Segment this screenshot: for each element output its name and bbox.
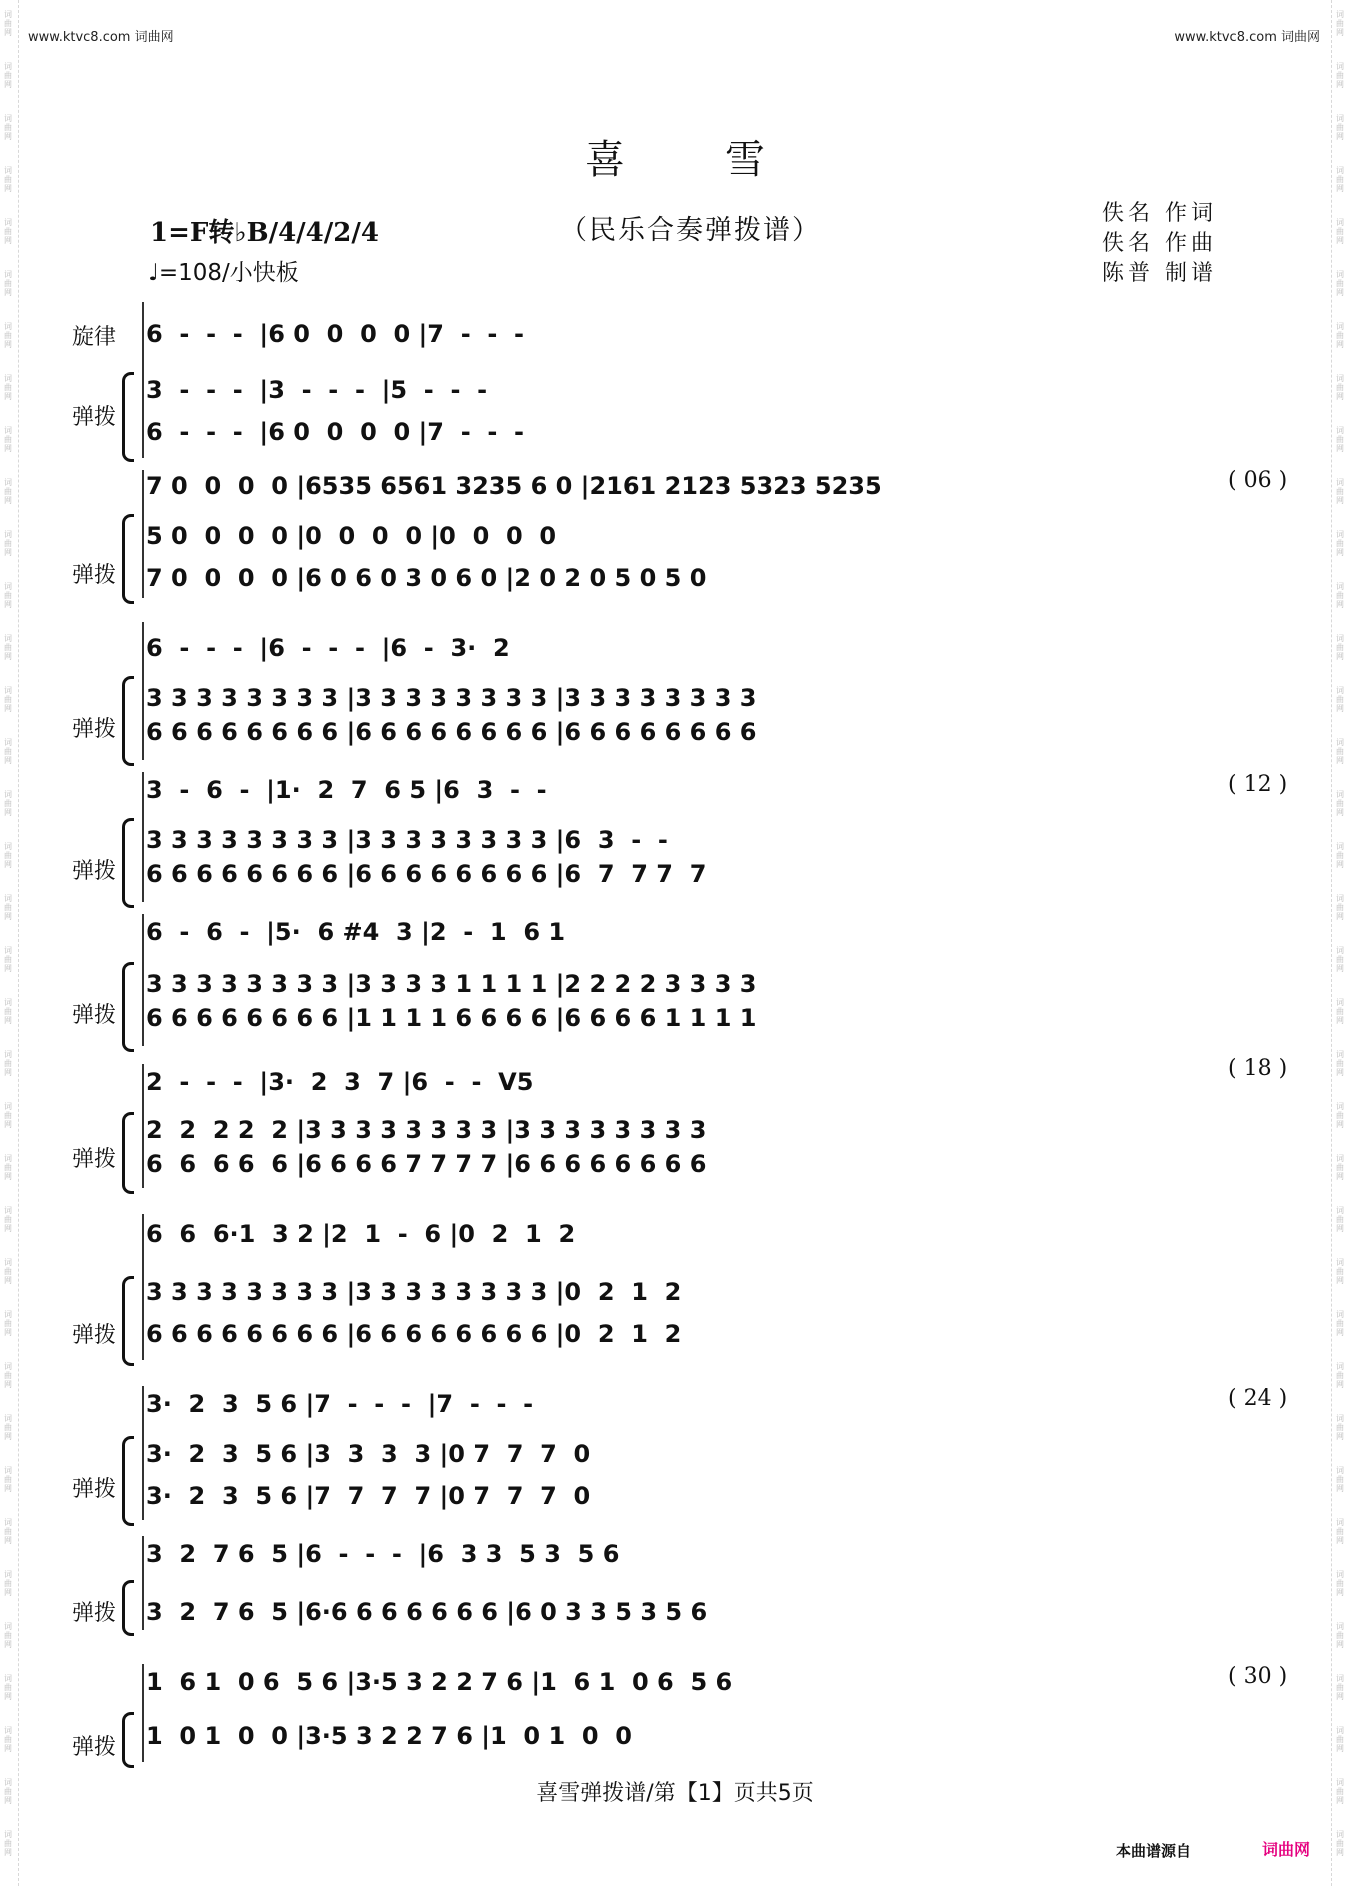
pluck-row-lower: 6 6 6 6 6 |6 6 6 6 7 7 7 7 |6 6 6 6 6 6 6 6 [146,1150,707,1178]
measure-number: ( 06 ) [1228,468,1288,493]
staff-brace [122,1580,134,1636]
watermark-text: 词曲网 [1336,738,1344,765]
watermark-text: 词曲网 [1336,530,1344,557]
watermark-text: 词曲网 [1336,218,1344,245]
pluck-row-lower: 6 6 6 6 6 6 6 6 |1 1 1 1 6 6 6 6 |6 6 6 6 1 1 1 1 [146,1004,757,1032]
melody-row: 6 6 6·1 3 2 |2 1 - 6 |0 2 1 2 [146,1220,576,1248]
watermark-text: 词曲网 [4,738,12,765]
watermark-text: 词曲网 [1336,1050,1344,1077]
staff-brace [122,514,134,604]
credit-composer: 佚名 作曲 [1102,231,1217,256]
watermark-text: 词曲网 [4,946,12,973]
system-line [142,470,144,598]
watermark-text: 词曲网 [4,1778,12,1805]
right-watermark-strip [1331,0,1350,1886]
source-label: 本曲谱源自 [1116,1842,1192,1860]
pluck-row-lower: 6 - - - |6 0 0 0 0 |7 - - - [146,418,525,446]
watermark-text: 词曲网 [1336,686,1344,713]
pluck-row-lower: 6 6 6 6 6 6 6 6 |6 6 6 6 6 6 6 6 |6 7 7 7 7 [146,860,707,888]
watermark-text: 词曲网 [4,1726,12,1753]
watermark-text: 词曲网 [4,686,12,713]
watermark-text: 词曲网 [1336,1362,1344,1389]
system-line [142,1214,144,1360]
watermark-text: 词曲网 [1336,1778,1344,1805]
watermark-text: 词曲网 [1336,894,1344,921]
watermark-text: 词曲网 [1336,1830,1344,1857]
measure-number: ( 30 ) [1228,1664,1288,1689]
measure-number: ( 24 ) [1228,1386,1288,1411]
staff-brace [122,1436,134,1526]
watermark-text: 词曲网 [1336,842,1344,869]
watermark-text: 词曲网 [4,1362,12,1389]
watermark-text: 词曲网 [1336,998,1344,1025]
melody-row: 6 - - - |6 - - - |6 - 3· 2 [146,634,510,662]
watermark-text: 词曲网 [4,1310,12,1337]
staff-brace [122,1112,134,1194]
watermark-text: 词曲网 [1336,1622,1344,1649]
watermark-text: 词曲网 [4,790,12,817]
staff-brace [122,1712,134,1768]
watermark-text: 词曲网 [4,10,12,37]
melody-row: 1 6 1 0 6 5 6 |3·5 3 2 2 7 6 |1 6 1 0 6 5 6 [146,1668,733,1696]
watermark-text: 词曲网 [4,530,12,557]
measure-number: ( 12 ) [1228,772,1288,797]
label-pluck: 弹拨 [72,1601,117,1626]
pluck-row-lower: 3· 2 3 5 6 |7 7 7 7 |0 7 7 7 0 [146,1482,591,1510]
watermark-text: 词曲网 [1336,634,1344,661]
pluck-row-upper: 1 0 1 0 0 |3·5 3 2 2 7 6 |1 0 1 0 0 [146,1722,632,1750]
watermark-text: 词曲网 [1336,1102,1344,1129]
watermark-text: 词曲网 [4,114,12,141]
watermark-text: 词曲网 [4,374,12,401]
watermark-text: 词曲网 [4,1518,12,1545]
watermark-text: 词曲网 [4,1050,12,1077]
staff-brace [122,372,134,462]
watermark-text: 词曲网 [4,634,12,661]
watermark-text: 词曲网 [4,1674,12,1701]
pluck-row-upper: 3 - - - |3 - - - |5 - - - [146,376,488,404]
watermark-text: 词曲网 [1336,1518,1344,1545]
watermark-text: 词曲网 [4,1258,12,1285]
measure-number: ( 18 ) [1228,1056,1288,1081]
watermark-text: 词曲网 [1336,790,1344,817]
pluck-row-upper: 3 3 3 3 3 3 3 3 |3 3 3 3 3 3 3 3 |0 2 1 2 [146,1278,682,1306]
header-site-right[interactable]: www.ktvc8.com 词曲网 [1174,30,1320,45]
melody-row: 3 2 7 6 5 |6 - - - |6 3 3 5 3 5 6 [146,1540,620,1568]
watermark-text: 词曲网 [4,998,12,1025]
tempo-marking: ♩=108/小快板 [148,260,299,286]
melody-row: 6 - - - |6 0 0 0 0 |7 - - - [146,320,525,348]
label-pluck: 弹拨 [72,717,117,742]
source-brand[interactable]: 词曲网 [1262,1840,1311,1859]
watermark-text: 词曲网 [4,270,12,297]
label-pluck: 弹拨 [72,1323,117,1348]
page-footer: 喜雪弹拨谱/第【1】页共5页 [536,1781,814,1806]
watermark-text: 词曲网 [1336,114,1344,141]
melody-row: 7 0 0 0 0 |6535 6561 3235 6 0 |2161 2123 5323 5235 [146,472,882,500]
watermark-text: 词曲网 [1336,322,1344,349]
system-line [142,1064,144,1188]
watermark-text: 词曲网 [4,1466,12,1493]
staff-brace [122,676,134,766]
watermark-text: 词曲网 [1336,946,1344,973]
label-pluck: 弹拨 [72,1003,117,1028]
staff-brace [122,1276,134,1366]
watermark-text: 词曲网 [1336,1570,1344,1597]
watermark-text: 词曲网 [4,62,12,89]
pluck-row-upper: 3 3 3 3 3 3 3 3 |3 3 3 3 3 3 3 3 |6 3 - - [146,826,668,854]
score-subtitle: （民乐合奏弹拨谱） [560,215,821,246]
watermark-text: 词曲网 [4,1102,12,1129]
watermark-text: 词曲网 [4,426,12,453]
credit-lyricist: 佚名 作词 [1102,201,1217,226]
melody-row: 2 - - - |3· 2 3 7 |6 - - V5 [146,1068,534,1096]
score-title: 喜雪 [585,137,865,183]
pluck-row-lower: 6 6 6 6 6 6 6 6 |6 6 6 6 6 6 6 6 |0 2 1 2 [146,1320,682,1348]
left-watermark-strip [0,0,19,1886]
system-line [142,1386,144,1520]
watermark-text: 词曲网 [4,1154,12,1181]
label-pluck: 弹拨 [72,1147,117,1172]
system-line [142,302,144,458]
watermark-text: 词曲网 [1336,582,1344,609]
watermark-text: 词曲网 [1336,1414,1344,1441]
system-line [142,1536,144,1630]
watermark-text: 词曲网 [1336,1726,1344,1753]
watermark-text: 词曲网 [4,1414,12,1441]
watermark-text: 词曲网 [4,1570,12,1597]
credit-arranger: 陈普 制谱 [1102,261,1217,286]
watermark-text: 词曲网 [4,842,12,869]
watermark-text: 词曲网 [4,1622,12,1649]
key-signature: 1=F转♭B/4/4/2/4 [150,218,379,248]
pluck-row-upper: 3· 2 3 5 6 |3 3 3 3 |0 7 7 7 0 [146,1440,591,1468]
melody-row: 3 - 6 - |1· 2 7 6 5 |6 3 - - [146,776,547,804]
watermark-text: 词曲网 [1336,1206,1344,1233]
pluck-row-upper: 3 3 3 3 3 3 3 3 |3 3 3 3 3 3 3 3 |3 3 3 3 3 3 3 3 [146,684,757,712]
pluck-row-upper: 3 2 7 6 5 |6·6 6 6 6 6 6 6 |6 0 3 3 5 3 5 6 [146,1598,708,1626]
watermark-text: 词曲网 [4,1830,12,1857]
label-pluck: 弹拨 [72,859,117,884]
watermark-text: 词曲网 [1336,1674,1344,1701]
watermark-text: 词曲网 [1336,1310,1344,1337]
watermark-text: 词曲网 [1336,478,1344,505]
watermark-text: 词曲网 [4,894,12,921]
watermark-text: 词曲网 [4,1206,12,1233]
watermark-text: 词曲网 [1336,1154,1344,1181]
staff-brace [122,818,134,908]
label-pluck: 弹拨 [72,1735,117,1760]
system-line [142,622,144,760]
watermark-text: 词曲网 [1336,270,1344,297]
system-line [142,772,144,902]
watermark-text: 词曲网 [1336,426,1344,453]
header-site-left[interactable]: www.ktvc8.com 词曲网 [28,30,174,45]
watermark-text: 词曲网 [1336,10,1344,37]
pluck-row-lower: 6 6 6 6 6 6 6 6 |6 6 6 6 6 6 6 6 |6 6 6 6 6 6 6 6 [146,718,757,746]
watermark-text: 词曲网 [4,218,12,245]
watermark-text: 词曲网 [4,478,12,505]
label-pluck: 弹拨 [72,1477,117,1502]
watermark-text: 词曲网 [1336,166,1344,193]
watermark-text: 词曲网 [4,582,12,609]
pluck-row-upper: 5 0 0 0 0 |0 0 0 0 |0 0 0 0 [146,522,557,550]
melody-row: 6 - 6 - |5· 6 #4 3 |2 - 1 6 1 [146,918,566,946]
pluck-row-lower: 7 0 0 0 0 |6 0 6 0 3 0 6 0 |2 0 2 0 5 0 5 0 [146,564,707,592]
watermark-text: 词曲网 [4,322,12,349]
watermark-text: 词曲网 [1336,1466,1344,1493]
watermark-text: 词曲网 [1336,374,1344,401]
pluck-row-upper: 3 3 3 3 3 3 3 3 |3 3 3 3 1 1 1 1 |2 2 2 2 3 3 3 3 [146,970,757,998]
label-melody: 旋律 [72,325,117,350]
system-line [142,914,144,1046]
label-pluck: 弹拨 [72,405,117,430]
watermark-text: 词曲网 [1336,1258,1344,1285]
staff-brace [122,962,134,1052]
system-line [142,1664,144,1762]
melody-row: 3· 2 3 5 6 |7 - - - |7 - - - [146,1390,534,1418]
watermark-text: 词曲网 [4,166,12,193]
pluck-row-upper: 2 2 2 2 2 |3 3 3 3 3 3 3 3 |3 3 3 3 3 3 3 3 [146,1116,707,1144]
watermark-text: 词曲网 [1336,62,1344,89]
label-pluck: 弹拨 [72,563,117,588]
